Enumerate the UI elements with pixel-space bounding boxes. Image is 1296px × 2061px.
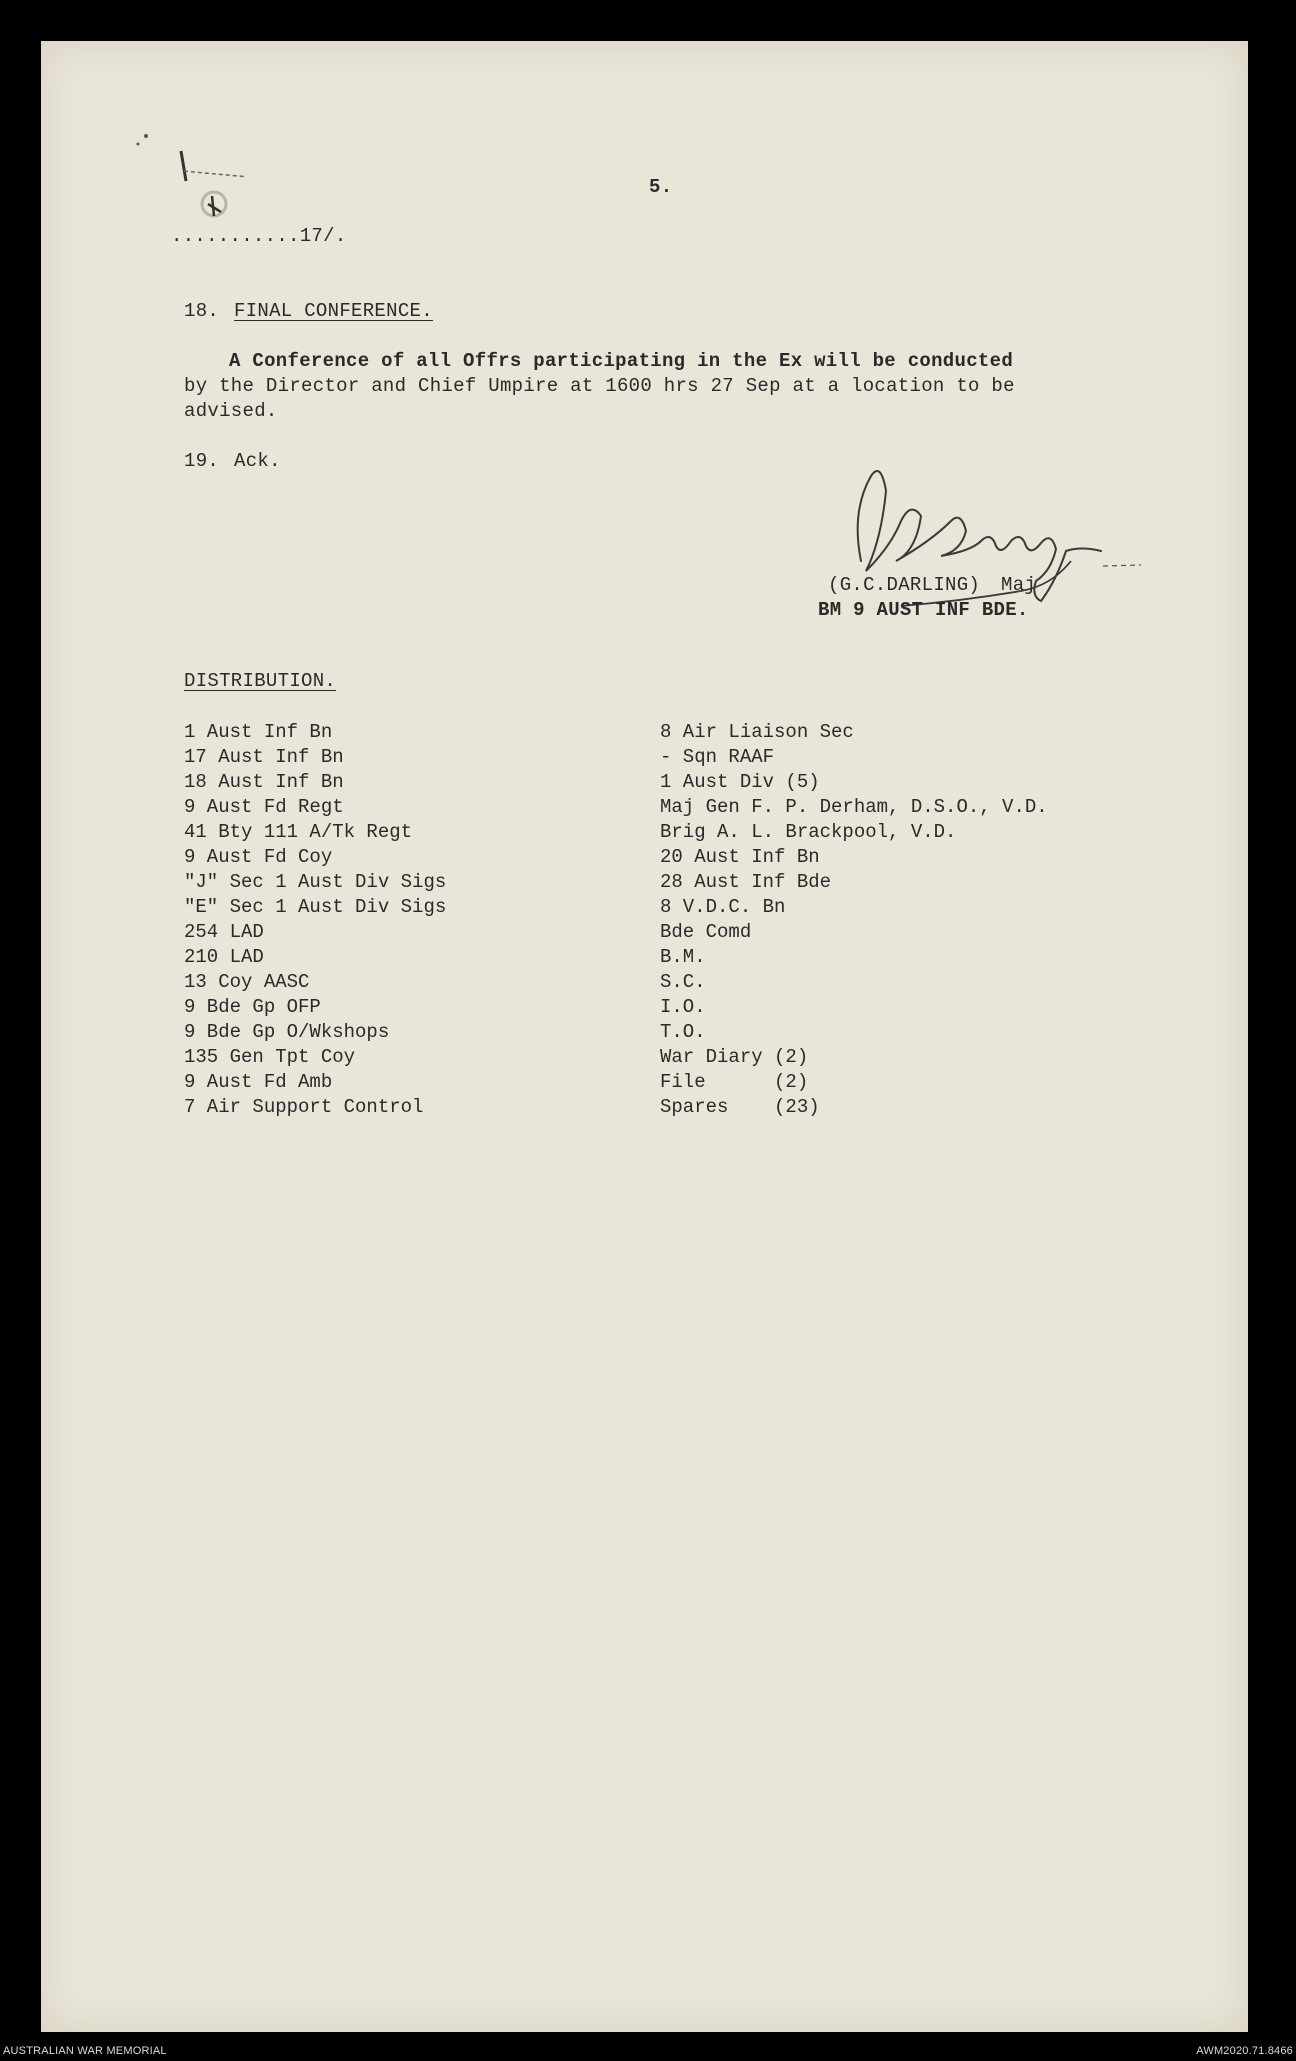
list-item: T.O.: [660, 1021, 706, 1043]
signature-name: (G.C.DARLING): [828, 574, 981, 596]
signature-suffix: Maj: [1001, 574, 1037, 596]
continuation-marker: ...........17/.: [171, 225, 347, 247]
list-item: - Sqn RAAF: [660, 746, 775, 768]
footer-credit: AUSTRALIAN WAR MEMORIAL: [3, 2045, 167, 2057]
distribution-right-list: [660, 720, 1048, 1120]
list-item: 13 Coy AASC: [184, 971, 310, 993]
list-item: Brig A. L. Brackpool, V.D.: [660, 821, 957, 843]
para18-line-3: advised.: [184, 400, 278, 422]
list-item: 9 Aust Fd Regt: [184, 796, 344, 818]
para19-text: Ack.: [234, 450, 281, 472]
para19-number: 19.: [184, 450, 220, 472]
list-item: 41 Bty 111 A/Tk Regt: [184, 821, 413, 843]
list-item: 9 Bde Gp OFP: [184, 996, 321, 1018]
para18-number: 18.: [184, 300, 220, 322]
list-item: I.O.: [660, 996, 706, 1018]
list-item: B.M.: [660, 946, 706, 968]
footer-accession: AWM2020.71.8466: [1196, 2045, 1293, 2057]
list-item: S.C.: [660, 971, 706, 993]
para18-line-2: by the Director and Chief Umpire at 1600 hrs 27 Sep at a location to be: [184, 375, 1015, 397]
para18-heading: FINAL CONFERENCE.: [234, 300, 433, 322]
punch-marks-icon: [126, 126, 246, 236]
list-item: File (2): [660, 1071, 809, 1093]
document-page: [41, 41, 1248, 2032]
para18-line-1: A Conference of all Offrs participating in the Ex will be conducted: [229, 350, 1014, 372]
list-item: 9 Aust Fd Amb: [184, 1071, 333, 1093]
list-item: Spares (23): [660, 1096, 820, 1118]
list-item: War Diary (2): [660, 1046, 809, 1068]
list-item: 9 Bde Gp O/Wkshops: [184, 1021, 390, 1043]
list-item: 1 Aust Div (5): [660, 771, 820, 793]
list-item: "J" Sec 1 Aust Div Sigs: [184, 871, 447, 893]
list-item: 135 Gen Tpt Coy: [184, 1046, 356, 1068]
signature-unit: BM 9 AUST INF BDE.: [818, 599, 1029, 621]
list-item: 7 Air Support Control: [184, 1096, 424, 1118]
list-item: Maj Gen F. P. Derham, D.S.O., V.D.: [660, 796, 1048, 818]
list-item: 18 Aust Inf Bn: [184, 771, 344, 793]
list-item: Bde Comd: [660, 921, 752, 943]
distribution-heading: DISTRIBUTION.: [184, 670, 337, 692]
list-item: 28 Aust Inf Bde: [660, 871, 832, 893]
list-item: 17 Aust Inf Bn: [184, 746, 344, 768]
list-item: 8 V.D.C. Bn: [660, 896, 786, 918]
list-item: 20 Aust Inf Bn: [660, 846, 820, 868]
list-item: 8 Air Liaison Sec: [660, 721, 854, 743]
list-item: "E" Sec 1 Aust Div Sigs: [184, 896, 447, 918]
list-item: 210 LAD: [184, 946, 264, 968]
list-item: 9 Aust Fd Coy: [184, 846, 333, 868]
distribution-left-list: [184, 720, 446, 1120]
list-item: 1 Aust Inf Bn: [184, 721, 333, 743]
page-number: 5.: [649, 176, 673, 198]
list-item: 254 LAD: [184, 921, 264, 943]
